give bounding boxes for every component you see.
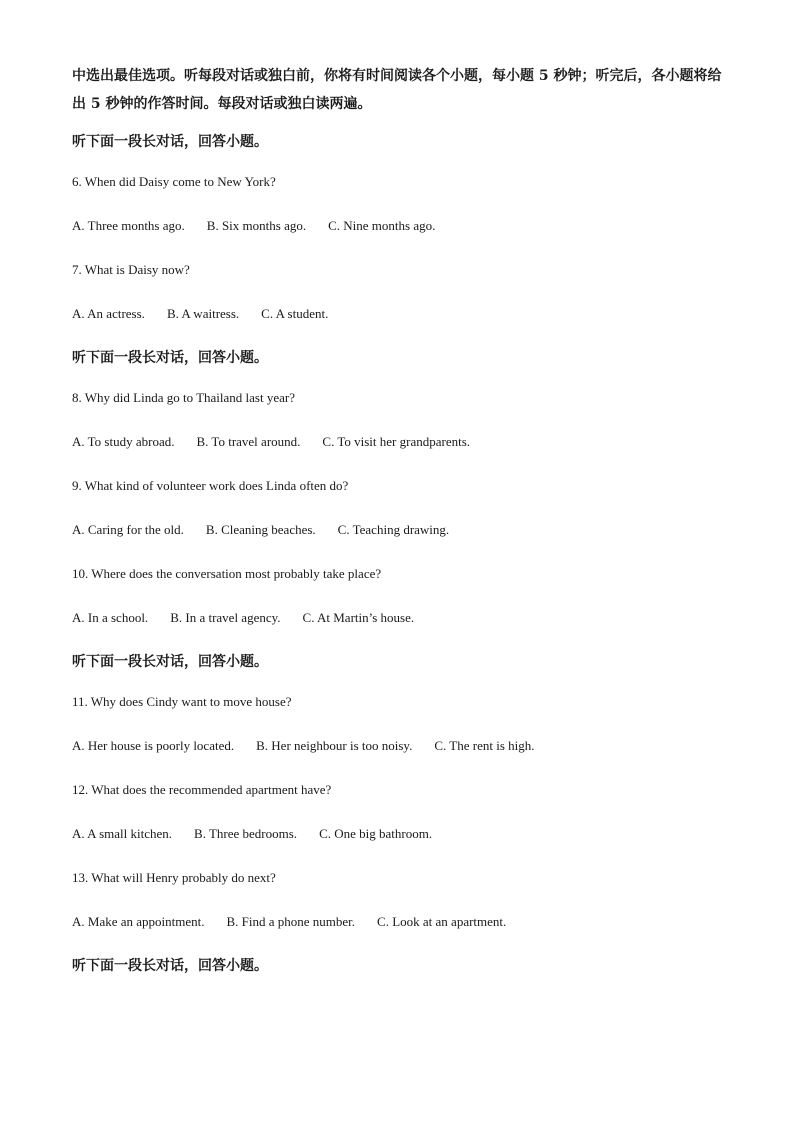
answer-option: B. Her neighbour is too noisy.	[256, 738, 413, 753]
answer-options	[72, 433, 732, 451]
answer-options	[72, 737, 732, 755]
answer-options	[72, 521, 732, 539]
answer-option: A. Three months ago.	[72, 218, 185, 233]
answer-option: A. In a school.	[72, 610, 149, 625]
answer-option: B. In a travel agency.	[170, 610, 281, 625]
answer-option: B. A waitress.	[166, 306, 240, 321]
answer-option: A. An actress.	[72, 306, 145, 321]
answer-option: B. Cleaning beaches.	[205, 522, 316, 537]
section-heading: 听下面一段长对话，回答小题。	[72, 134, 268, 150]
answer-options	[72, 913, 732, 931]
question-stem: 11. Why does Cindy want to move house?	[72, 694, 292, 709]
answer-option: C. At Martin’s house.	[302, 610, 415, 625]
section-heading: 听下面一段长对话，回答小题。	[72, 958, 268, 974]
answer-option: C. To visit her grandparents.	[322, 434, 471, 449]
answer-options	[72, 609, 732, 627]
answer-options	[72, 217, 732, 235]
answer-option: C. Nine months ago.	[328, 218, 436, 233]
answer-option: B. To travel around.	[196, 434, 301, 449]
exam-page	[72, 62, 732, 997]
section-heading: 听下面一段长对话，回答小题。	[72, 350, 268, 366]
answer-options	[72, 305, 732, 323]
question-stem: 7. What is Daisy now?	[72, 262, 190, 277]
answer-option: B. Find a phone number.	[226, 914, 356, 929]
section-heading: 听下面一段长对话，回答小题。	[72, 654, 268, 670]
question-stem: 9. What kind of volunteer work does Linda often do?	[72, 478, 349, 493]
answer-option: A. Caring for the old.	[72, 522, 184, 537]
answer-option: C. Look at an apartment.	[377, 914, 507, 929]
question-stem: 12. What does the recommended apartment have?	[72, 782, 332, 797]
intro-instructions: 中选出最佳选项。听每段对话或独白前，你将有时间阅读各个小题，每小题 5 秒钟；听完后，各小题将给出 5 秒钟的作答时间。每段对话或独白读两遍。	[72, 68, 722, 112]
answer-option: C. One big bathroom.	[319, 826, 433, 841]
question-stem: 10. Where does the conversation most probably take place?	[72, 566, 382, 581]
answer-option: A. Her house is poorly located.	[72, 738, 235, 753]
question-stem: 8. Why did Linda go to Thailand last year?	[72, 390, 295, 405]
question-stem: 6. When did Daisy come to New York?	[72, 174, 276, 189]
answer-option: C. Teaching drawing.	[337, 522, 450, 537]
answer-options	[72, 825, 732, 843]
answer-option: C. The rent is high.	[434, 738, 535, 753]
answer-option: C. A student.	[261, 306, 329, 321]
sections-container	[72, 133, 732, 975]
answer-option: A. Make an appointment.	[72, 914, 205, 929]
answer-option: A. To study abroad.	[72, 434, 175, 449]
answer-option: B. Six months ago.	[206, 218, 307, 233]
question-stem: 13. What will Henry probably do next?	[72, 870, 276, 885]
answer-option: A. A small kitchen.	[72, 826, 173, 841]
answer-option: B. Three bedrooms.	[194, 826, 298, 841]
